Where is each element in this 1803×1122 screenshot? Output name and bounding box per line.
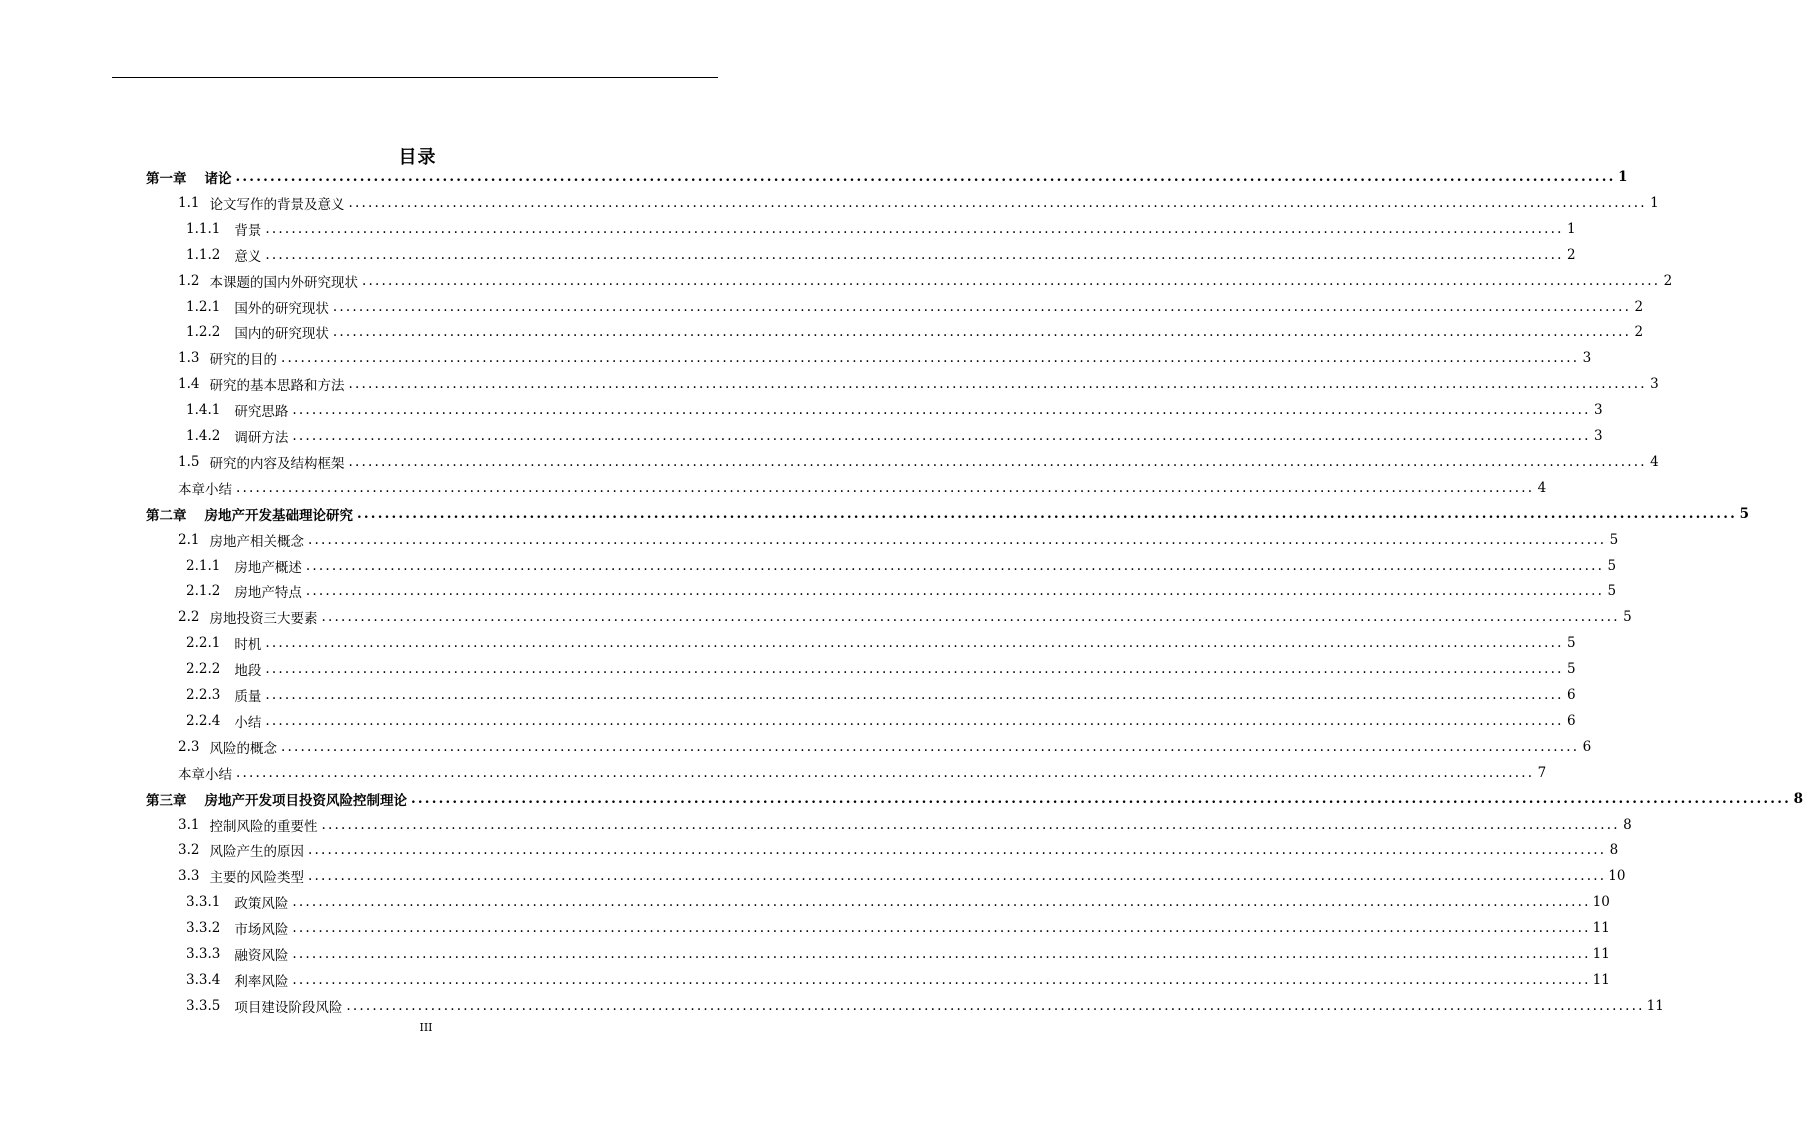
- toc-entry-title: 背景: [234, 222, 262, 239]
- toc-chapter[interactable]: [146, 787, 1803, 811]
- toc-dot-leader: ........................................................................................................................................................................................................: [305, 557, 1605, 574]
- toc-dot-leader: ........................................................................................................................................................................................................: [307, 531, 1607, 548]
- toc-entry-page: 2: [1634, 324, 1644, 341]
- toc-entry[interactable]: [186, 243, 1576, 267]
- toc-dot-leader: ........................................................................................................................................................................................................: [292, 402, 1591, 419]
- toc-dot-leader: ........................................................................................................................................................................................................: [348, 194, 1647, 211]
- toc-entry[interactable]: [186, 968, 1610, 992]
- toc-entry-number: 1.2: [178, 272, 200, 289]
- toc-dot-leader: ........................................................................................................................................................................................................: [292, 971, 1591, 988]
- toc-entry-page: 10: [1608, 868, 1626, 885]
- toc-entry-number: 1.4.1: [186, 402, 221, 419]
- toc-entry-page: 3: [1594, 402, 1603, 419]
- toc-dot-leader: ........................................................................................................................................................................................................: [292, 428, 1591, 444]
- toc-dot-leader: ........................................................................................................................................................................................................: [292, 920, 1591, 937]
- toc-entry-title: 项目建设阶段风险: [234, 999, 343, 1016]
- toc-entry[interactable]: [186, 916, 1610, 940]
- toc-entry[interactable]: [186, 994, 1664, 1018]
- toc-dot-leader: ........................................................................................................................................................................................................: [332, 298, 1632, 315]
- toc-entry-title: 意义: [234, 248, 262, 265]
- toc-entry-number: 2.2.1: [186, 635, 221, 652]
- toc-dot-leader: ........................................................................................................................................................................................................: [307, 868, 1607, 885]
- toc-entry-page: 7: [1537, 764, 1547, 781]
- toc-entry[interactable]: [178, 346, 1592, 370]
- toc-entry-title: 利率风险: [234, 973, 289, 990]
- toc-entry-number: 2.3: [178, 738, 200, 755]
- toc-entry[interactable]: [186, 942, 1610, 966]
- toc-entry[interactable]: [178, 838, 1619, 862]
- toc-entry[interactable]: [178, 269, 1673, 293]
- toc-entry[interactable]: [178, 191, 1659, 215]
- toc-entry[interactable]: [178, 813, 1632, 837]
- toc-entry-number: 1.4: [178, 376, 200, 393]
- toc-dot-leader: ........................................................................................................................................................................................................: [348, 453, 1647, 470]
- toc-entry-title: 研究的目的: [209, 352, 277, 369]
- toc-entry[interactable]: [186, 217, 1576, 241]
- toc-entry[interactable]: [186, 890, 1610, 914]
- toc-entry-page: 11: [1592, 920, 1610, 937]
- toc-entry-title: 小结: [234, 714, 262, 731]
- toc-dot-leader: ........................................................................................................................................................................................................: [307, 842, 1607, 859]
- toc-entry-number: 3.3.2: [186, 920, 221, 937]
- toc-entry[interactable]: [178, 476, 1547, 500]
- toc-entry-title: 房地投资三大要素: [209, 611, 318, 628]
- toc-entry[interactable]: [186, 554, 1617, 578]
- toc-dot-leader: ........................................................................................................................................................................................................: [265, 712, 1564, 729]
- toc-entry-title: 市场风险: [234, 922, 289, 939]
- toc-entry-number: 1.1.2: [186, 246, 221, 263]
- toc-entry-page: 5: [1607, 557, 1617, 574]
- toc-entry-page: 3: [1582, 350, 1592, 367]
- toc-entry-title: 房地产概述: [234, 559, 302, 576]
- toc-entry-number: 1.1.1: [186, 220, 221, 237]
- toc-entry-page: 8: [1623, 816, 1632, 833]
- toc-dot-leader: ........................................................................................................................................................................................................: [265, 220, 1564, 237]
- toc-entry-number: 2.2: [178, 609, 200, 626]
- footer-page-number: III: [419, 1021, 433, 1034]
- toc-entry-title: 本章小结: [178, 766, 232, 783]
- toc-entry-title: 风险产生的原因: [209, 844, 304, 861]
- toc-entry-number: 2.2.4: [186, 712, 221, 729]
- toc-entry-page: 2: [1567, 246, 1576, 263]
- toc-dot-leader: ........................................................................................................................................................................................................: [305, 583, 1605, 600]
- toc-title: 目录: [398, 147, 437, 168]
- toc-entry-title: 论文写作的背景及意义: [209, 196, 345, 213]
- toc-entry[interactable]: [178, 761, 1547, 785]
- toc-dot-leader: ........................................................................................................................................................................................................: [265, 246, 1564, 263]
- toc-dot-leader: ........................................................................................................................................................................................................: [292, 946, 1591, 962]
- toc-entry-page: 5: [1567, 635, 1576, 652]
- toc-entry[interactable]: [178, 735, 1592, 759]
- toc-entry-page: 11: [1592, 971, 1610, 988]
- toc-dot-leader: ........................................................................................................................................................................................................: [236, 764, 1535, 781]
- toc-entry-page: 8: [1793, 790, 1803, 807]
- toc-entry-page: 2: [1663, 272, 1673, 289]
- toc-entry-page: 5: [1567, 661, 1576, 678]
- toc-entry-number: 第二章: [146, 507, 187, 524]
- toc-entry-number: 第一章: [146, 171, 187, 187]
- toc-entry-number: 2.2.2: [186, 661, 221, 678]
- toc-entry-page: 10: [1592, 894, 1610, 911]
- toc-entry-page: 4: [1650, 453, 1659, 470]
- toc-entry-page: 3: [1650, 376, 1659, 393]
- toc-entry-page: 5: [1607, 583, 1617, 600]
- toc-chapter[interactable]: [146, 165, 1628, 189]
- toc-entry[interactable]: [178, 528, 1619, 552]
- toc-entry-number: 1.1: [178, 194, 200, 211]
- toc-entry-page: 1: [1567, 220, 1576, 237]
- toc-entry-page: 11: [1592, 946, 1610, 962]
- toc-entry-number: 3.3.4: [186, 971, 221, 988]
- toc-entry-number: 2.2.3: [186, 687, 221, 703]
- toc-entry-number: 2.1.1: [186, 557, 221, 574]
- toc-entry-title: 风险的概念: [209, 740, 277, 757]
- toc-entry-title: 国内的研究现状: [234, 326, 329, 343]
- toc-entry-title: 房地产特点: [234, 585, 302, 602]
- toc-entry-title: 时机: [234, 637, 262, 654]
- toc-entry-title: 主要的风险类型: [209, 870, 304, 887]
- toc-dot-leader: ........................................................................................................................................................................................................: [236, 479, 1535, 496]
- toc-entry-title: 本课题的国内外研究现状: [209, 274, 358, 291]
- toc-dot-leader: ........................................................................................................................................................................................................: [235, 169, 1616, 185]
- toc-entry-number: 3.3.5: [186, 997, 221, 1014]
- toc-entry-title: 国外的研究现状: [234, 300, 329, 317]
- toc-dot-leader: ........................................................................................................................................................................................................: [265, 687, 1564, 703]
- toc-entry-page: 8: [1609, 842, 1619, 859]
- toc-entry-number: 1.3: [178, 350, 200, 367]
- toc-entry-page: 5: [1623, 609, 1632, 626]
- toc-entry-number: 3.3.3: [186, 946, 221, 962]
- toc-dot-leader: ........................................................................................................................................................................................................: [321, 816, 1620, 833]
- toc-entry-number: 3.2: [178, 842, 200, 859]
- toc-entry-number: 3.1: [178, 816, 200, 833]
- toc-dot-leader: ........................................................................................................................................................................................................: [348, 376, 1647, 393]
- toc-dot-leader: ........................................................................................................................................................................................................: [332, 324, 1632, 341]
- toc-entry[interactable]: [178, 372, 1659, 396]
- toc-dot-leader: ........................................................................................................................................................................................................: [346, 997, 1645, 1014]
- toc-entry-title: 质量: [234, 689, 262, 705]
- toc-entry-title: 本章小结: [178, 481, 232, 498]
- toc-entry[interactable]: [186, 424, 1603, 448]
- toc-entry[interactable]: [178, 605, 1632, 629]
- toc-entry[interactable]: [186, 295, 1644, 319]
- toc-entry-number: 1.5: [178, 453, 200, 470]
- toc-dot-leader: ........................................................................................................................................................................................................: [280, 738, 1580, 755]
- toc-dot-leader: ........................................................................................................................................................................................................: [321, 609, 1620, 626]
- toc-entry-page: 3: [1594, 428, 1603, 444]
- toc-entry[interactable]: [178, 864, 1626, 888]
- toc-entry[interactable]: [186, 657, 1576, 681]
- toc-entry-number: 3.3.1: [186, 894, 221, 911]
- toc-entry-title: 调研方法: [234, 430, 289, 446]
- toc-dot-leader: ........................................................................................................................................................................................................: [411, 790, 1791, 807]
- toc-entry-number: 1.2.1: [186, 298, 221, 315]
- toc-entry-title: 诸论: [204, 171, 232, 187]
- toc-entry-title: 控制风险的重要性: [209, 818, 318, 835]
- toc-entry-title: 房地产相关概念: [209, 533, 304, 550]
- toc-entry-title: 融资风险: [234, 948, 289, 964]
- toc-entry-number: 1.2.2: [186, 324, 221, 341]
- toc-entry[interactable]: [186, 320, 1644, 344]
- toc-dot-leader: ........................................................................................................................................................................................................: [292, 894, 1591, 911]
- toc-entry-page: 11: [1646, 997, 1664, 1014]
- header-rule: [112, 77, 718, 78]
- toc-entry-page: 5: [1609, 531, 1619, 548]
- toc-entry-title: 研究思路: [234, 404, 289, 421]
- toc-entry-number: 3.3: [178, 868, 200, 885]
- toc-entry-page: 4: [1537, 479, 1547, 496]
- toc-entry-number: 2.1.2: [186, 583, 221, 600]
- toc-dot-leader: ........................................................................................................................................................................................................: [357, 505, 1737, 522]
- toc-dot-leader: ........................................................................................................................................................................................................: [265, 661, 1564, 678]
- toc-entry-page: 1: [1650, 194, 1659, 211]
- toc-entry-page: 5: [1739, 505, 1749, 522]
- toc-entry-page: 6: [1567, 687, 1576, 703]
- toc-entry-number: 1.4.2: [186, 428, 221, 444]
- toc-entry-title: 房地产开发项目投资风险控制理论: [204, 792, 407, 809]
- toc-entry-page: 2: [1634, 298, 1644, 315]
- toc-entry-number: 2.1: [178, 531, 200, 548]
- toc-entry-title: 研究的内容及结构框架: [209, 455, 345, 472]
- toc-entry[interactable]: [178, 450, 1659, 474]
- toc-dot-leader: ........................................................................................................................................................................................................: [280, 350, 1580, 367]
- toc-entry[interactable]: [186, 398, 1603, 422]
- toc-entry[interactable]: [186, 631, 1576, 655]
- toc-entry-page: 6: [1567, 712, 1576, 729]
- toc-entry[interactable]: [186, 709, 1576, 733]
- toc-entry-title: 研究的基本思路和方法: [209, 378, 345, 395]
- toc-entry-title: 地段: [234, 663, 262, 680]
- toc-dot-leader: ........................................................................................................................................................................................................: [265, 635, 1564, 652]
- toc-entry-title: 房地产开发基础理论研究: [204, 507, 353, 524]
- toc-entry[interactable]: [186, 579, 1617, 603]
- toc-chapter[interactable]: [146, 502, 1749, 526]
- toc-entry-number: 第三章: [146, 792, 187, 809]
- toc-entry-page: 6: [1582, 738, 1592, 755]
- toc-dot-leader: ........................................................................................................................................................................................................: [361, 272, 1661, 289]
- toc-entry-page: 1: [1618, 169, 1628, 185]
- toc-entry[interactable]: [186, 683, 1576, 707]
- toc-entry-title: 政策风险: [234, 896, 289, 913]
